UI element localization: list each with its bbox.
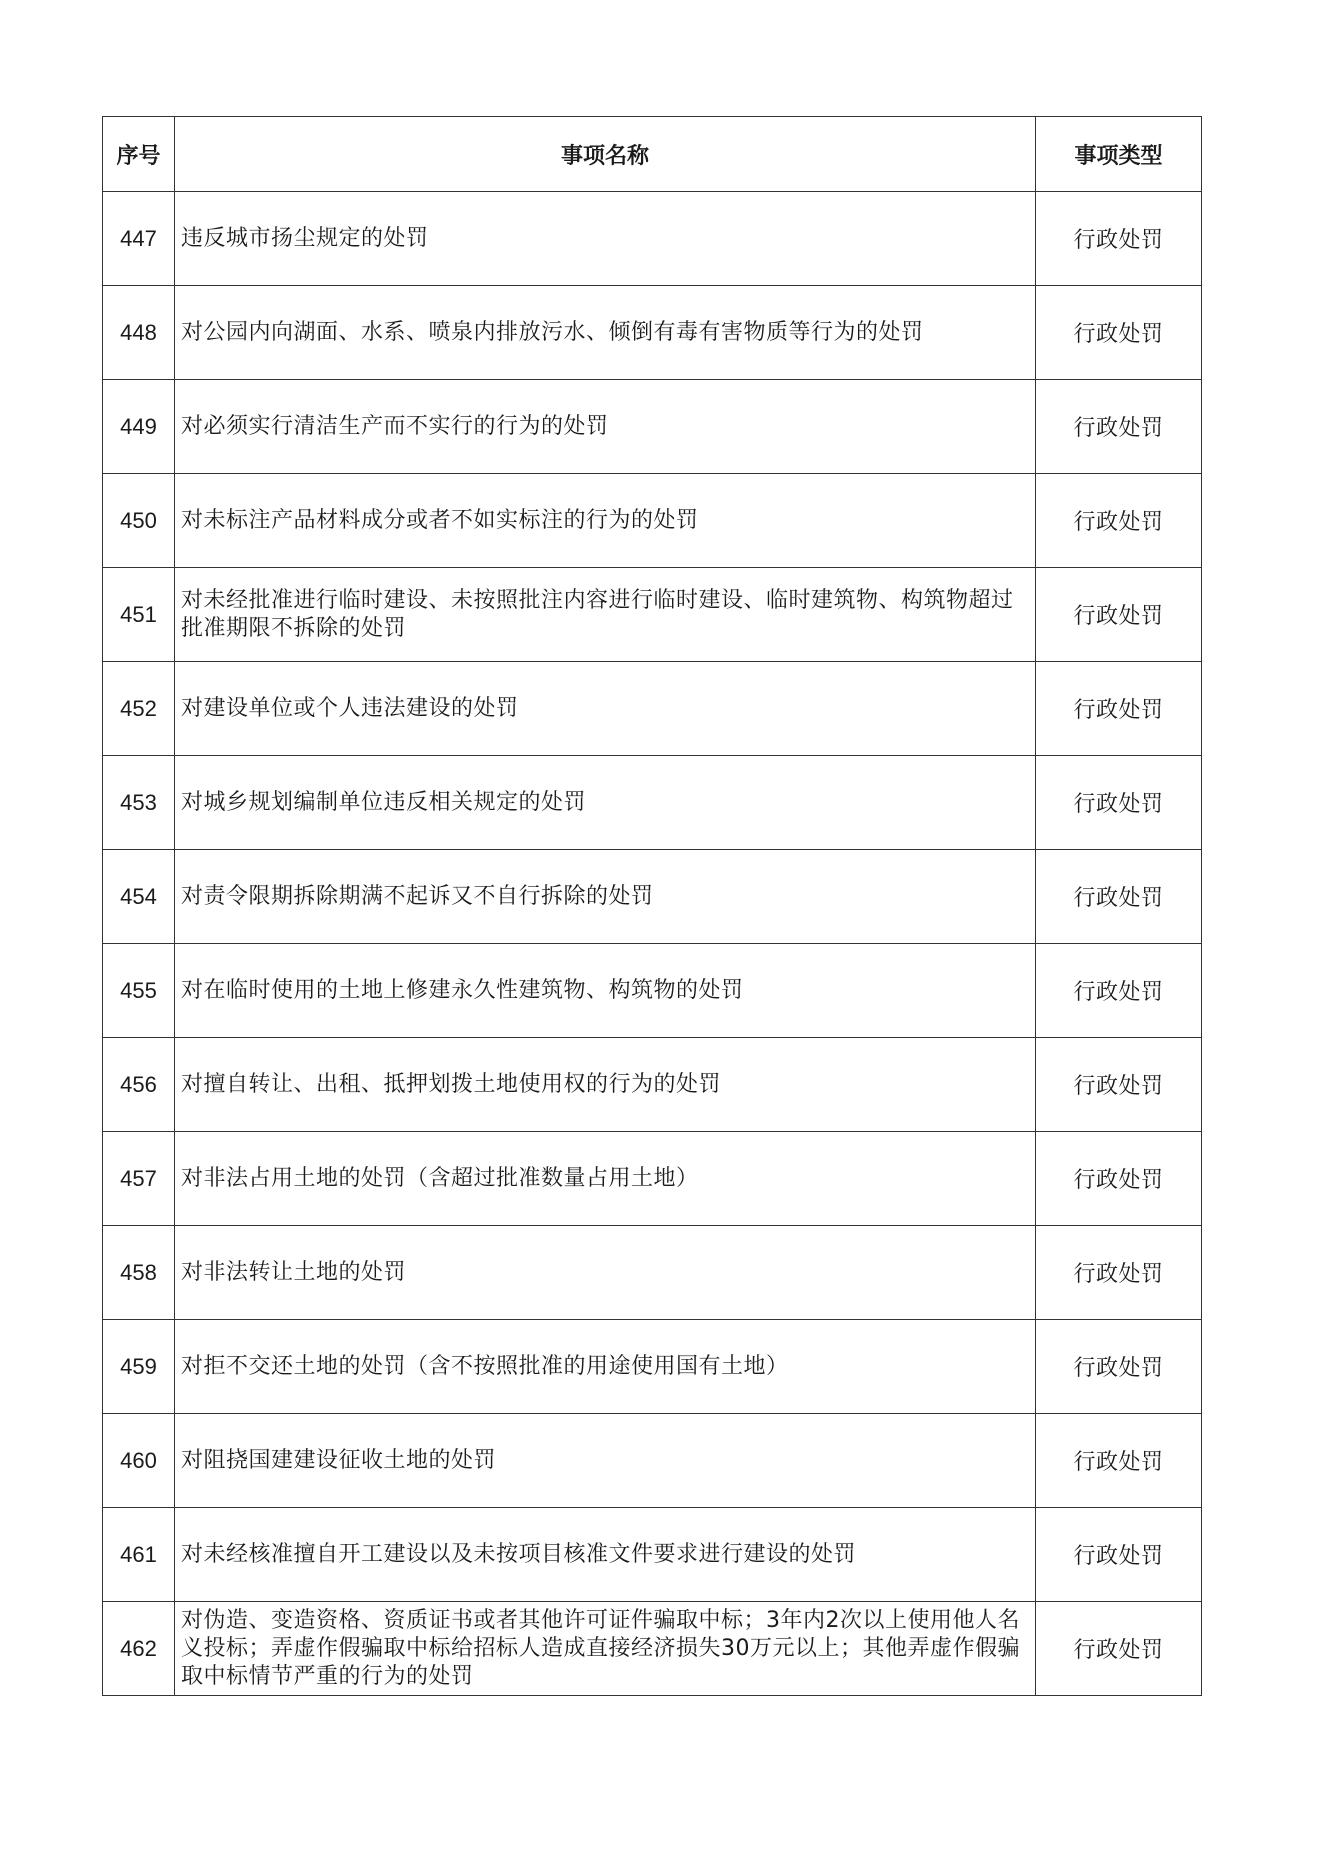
row-seq: 452 [103,662,175,756]
header-seq: 序号 [103,117,175,192]
row-name: 对非法转让土地的处罚 [175,1226,1036,1320]
row-type: 行政处罚 [1036,1602,1202,1696]
row-name: 对伪造、变造资格、资质证书或者其他许可证件骗取中标；3年内2次以上使用他人名义投标；弄虚作假骗取中标给招标人造成直接经济损失30万元以上；其他弄虚作假骗取中标情节严重的行为的处罚 [175,1602,1036,1696]
row-name: 对未标注产品材料成分或者不如实标注的行为的处罚 [175,474,1036,568]
row-type: 行政处罚 [1036,1226,1202,1320]
row-type: 行政处罚 [1036,568,1202,662]
row-seq: 451 [103,568,175,662]
table-header-row [103,117,1202,192]
table-row [103,192,1202,286]
table-row [103,662,1202,756]
row-type: 行政处罚 [1036,850,1202,944]
row-seq: 458 [103,1226,175,1320]
row-type: 行政处罚 [1036,756,1202,850]
row-seq: 448 [103,286,175,380]
row-type: 行政处罚 [1036,1038,1202,1132]
table-row [103,1038,1202,1132]
row-name: 对未经核准擅自开工建设以及未按项目核准文件要求进行建设的处罚 [175,1508,1036,1602]
matters-table [102,116,1202,1696]
row-seq: 456 [103,1038,175,1132]
row-name: 违反城市扬尘规定的处罚 [175,192,1036,286]
header-name: 事项名称 [175,117,1036,192]
table-row [103,850,1202,944]
row-name: 对非法占用土地的处罚（含超过批准数量占用土地） [175,1132,1036,1226]
row-name: 对建设单位或个人违法建设的处罚 [175,662,1036,756]
row-name: 对拒不交还土地的处罚（含不按照批准的用途使用国有土地） [175,1320,1036,1414]
table-row [103,1414,1202,1508]
row-seq: 450 [103,474,175,568]
row-seq: 455 [103,944,175,1038]
table-row [103,1132,1202,1226]
row-type: 行政处罚 [1036,662,1202,756]
table-row [103,474,1202,568]
row-seq: 449 [103,380,175,474]
row-seq: 454 [103,850,175,944]
table-row [103,756,1202,850]
row-type: 行政处罚 [1036,286,1202,380]
row-type: 行政处罚 [1036,192,1202,286]
row-type: 行政处罚 [1036,1320,1202,1414]
table-row [103,1602,1202,1696]
header-type: 事项类型 [1036,117,1202,192]
row-type: 行政处罚 [1036,1414,1202,1508]
row-name: 对在临时使用的土地上修建永久性建筑物、构筑物的处罚 [175,944,1036,1038]
row-seq: 460 [103,1414,175,1508]
row-type: 行政处罚 [1036,474,1202,568]
row-type: 行政处罚 [1036,1132,1202,1226]
table-row [103,1320,1202,1414]
row-name: 对必须实行清洁生产而不实行的行为的处罚 [175,380,1036,474]
row-seq: 459 [103,1320,175,1414]
row-seq: 447 [103,192,175,286]
row-seq: 461 [103,1508,175,1602]
row-type: 行政处罚 [1036,380,1202,474]
row-name: 对责令限期拆除期满不起诉又不自行拆除的处罚 [175,850,1036,944]
row-name: 对公园内向湖面、水系、喷泉内排放污水、倾倒有毒有害物质等行为的处罚 [175,286,1036,380]
row-type: 行政处罚 [1036,944,1202,1038]
table-row [103,286,1202,380]
table-row [103,1508,1202,1602]
row-name: 对城乡规划编制单位违反相关规定的处罚 [175,756,1036,850]
row-name: 对擅自转让、出租、抵押划拨土地使用权的行为的处罚 [175,1038,1036,1132]
row-name: 对阻挠国建建设征收土地的处罚 [175,1414,1036,1508]
row-name: 对未经批准进行临时建设、未按照批注内容进行临时建设、临时建筑物、构筑物超过批准期限不拆除的处罚 [175,568,1036,662]
row-seq: 453 [103,756,175,850]
table-row [103,568,1202,662]
row-seq: 462 [103,1602,175,1696]
row-seq: 457 [103,1132,175,1226]
row-type: 行政处罚 [1036,1508,1202,1602]
table-row [103,944,1202,1038]
table-row [103,380,1202,474]
table-row [103,1226,1202,1320]
